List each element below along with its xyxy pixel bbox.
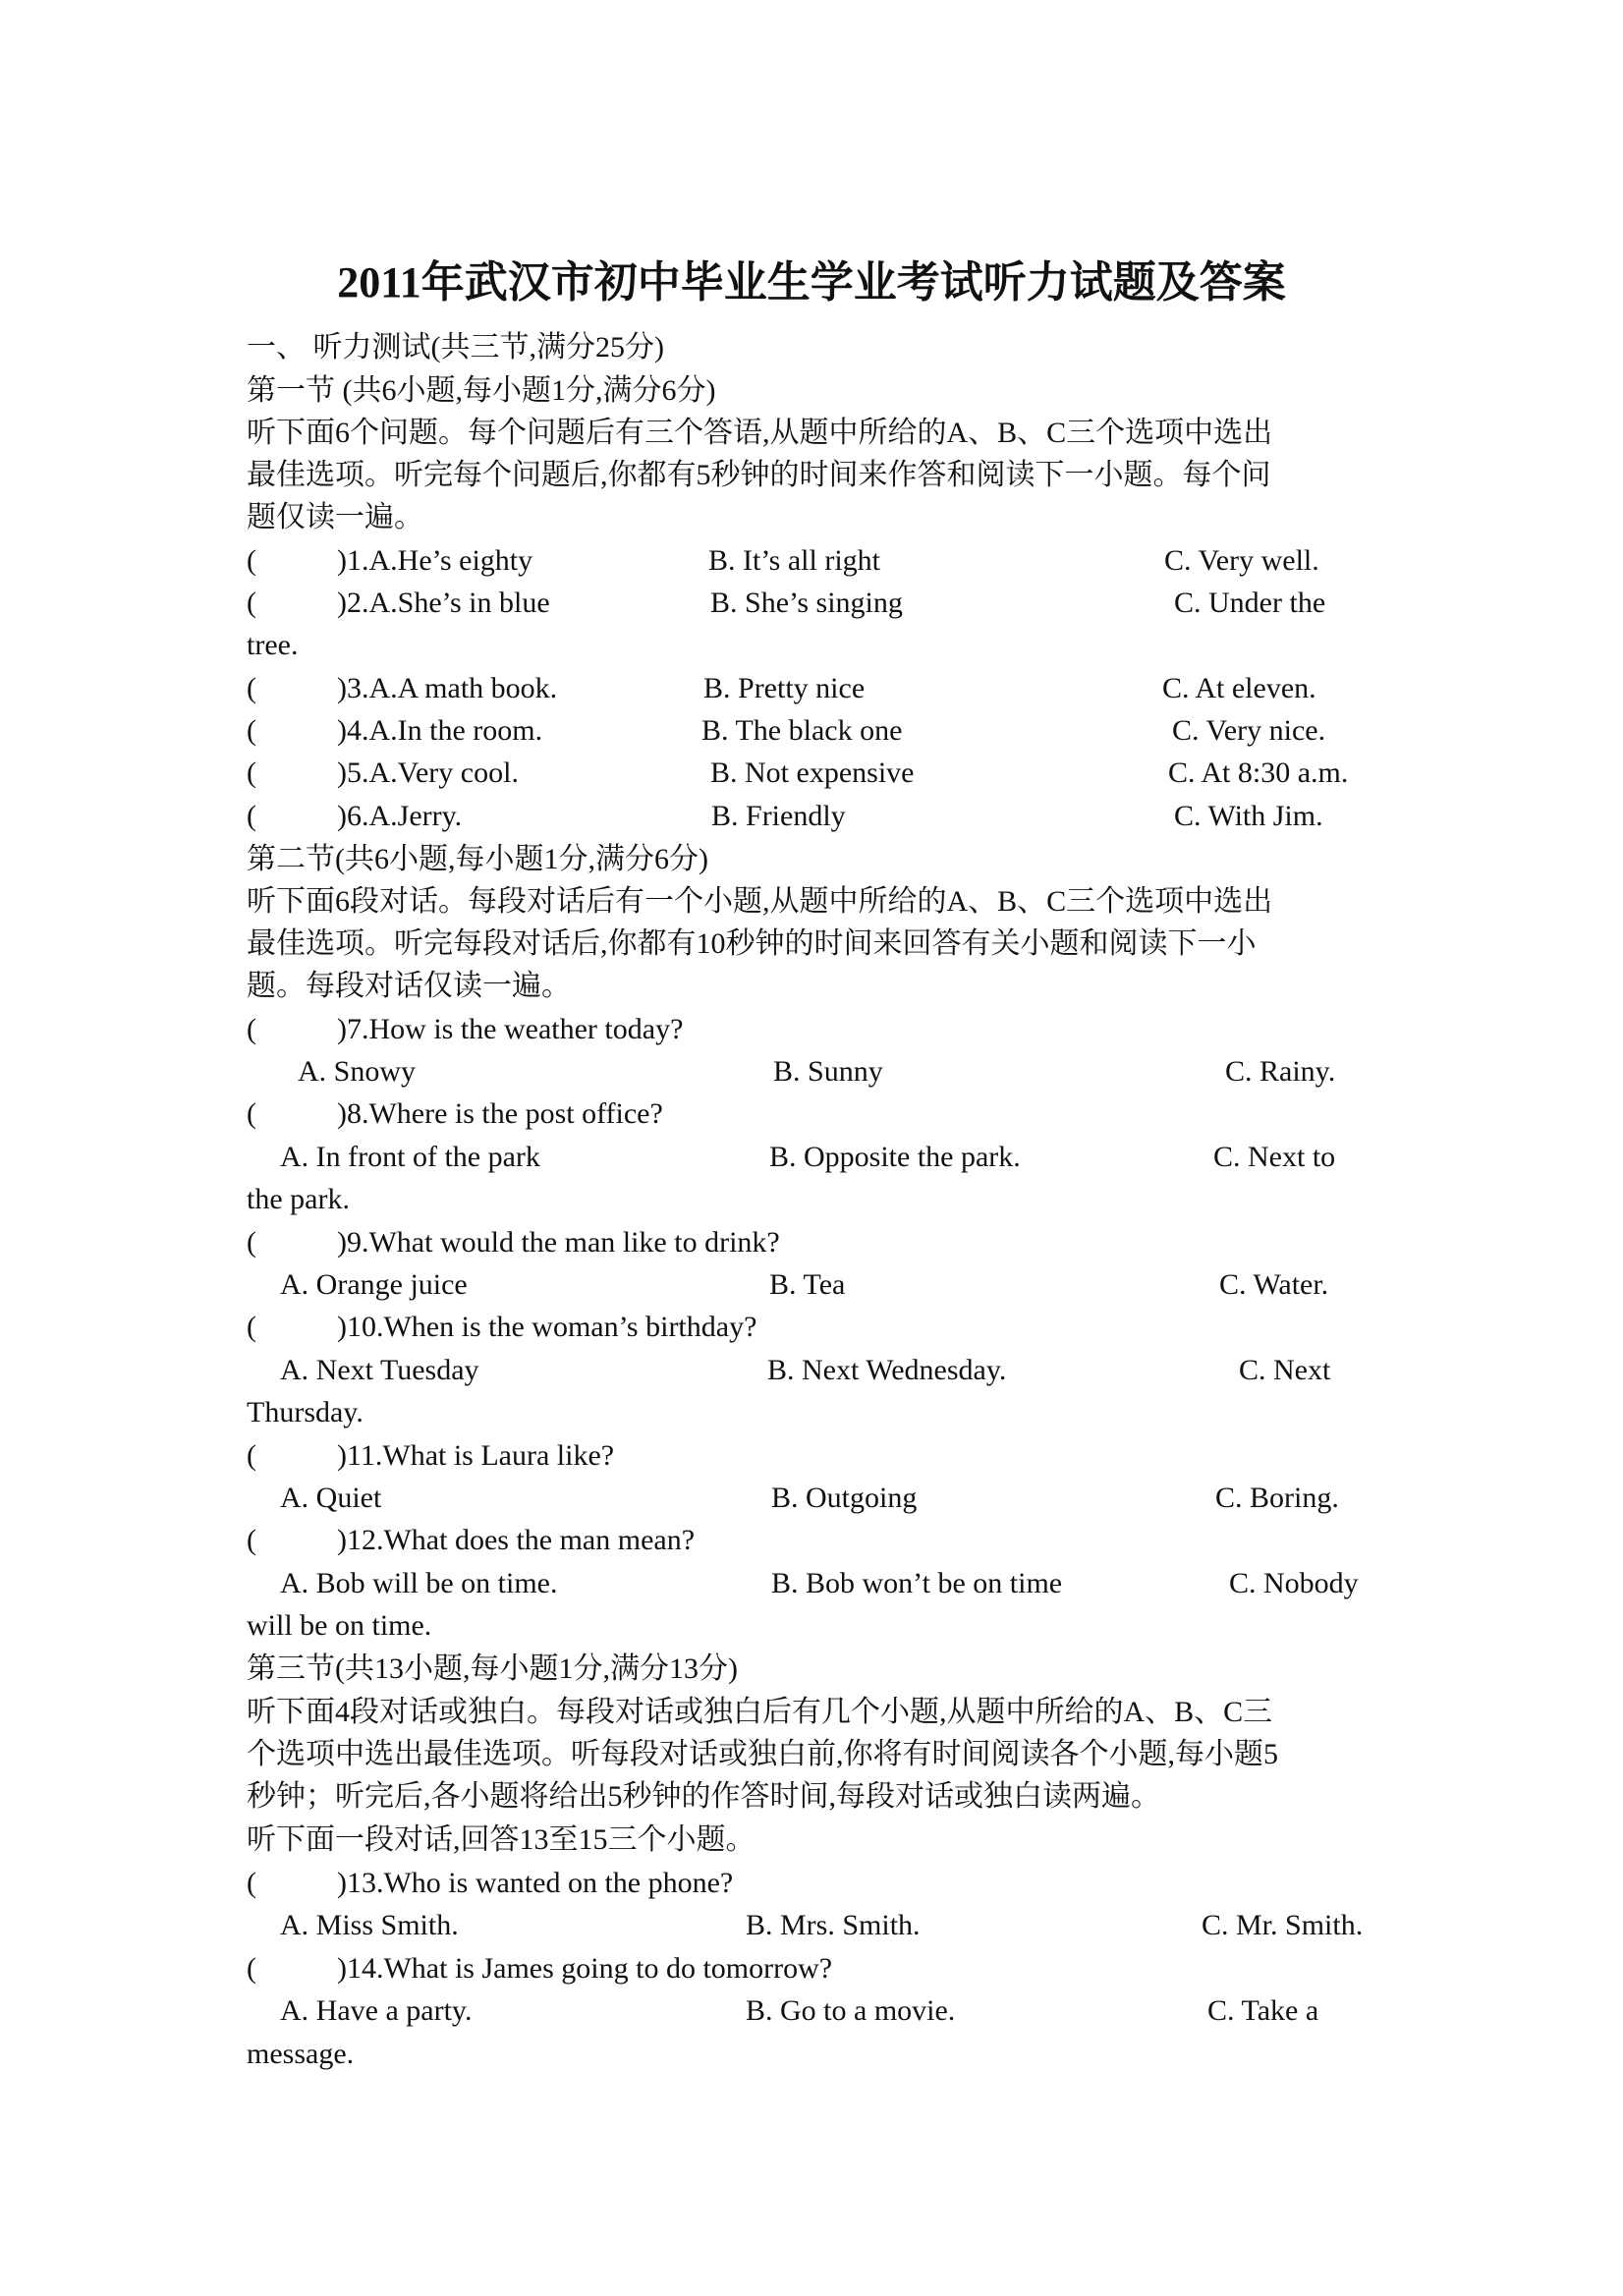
answer-paren: ( <box>247 1013 256 1045</box>
option-c: C. Water. <box>1219 1268 1329 1301</box>
option-a: A. In front of the park <box>280 1141 540 1173</box>
option-c: C. Take a <box>1207 1994 1319 2027</box>
option-b: B. It’s all right <box>708 544 880 577</box>
part2-instruction-line: 听下面6段对话。每段对话后有一个小题,从题中所给的A、B、C三个选项中选出 <box>247 885 1273 918</box>
question-stem: )12.What does the man mean? <box>337 1524 696 1556</box>
option-a: A. Orange juice <box>280 1268 468 1301</box>
option-b: B. Opposite the park. <box>769 1141 1021 1173</box>
question-stem: )9.What would the man like to drink? <box>337 1226 780 1259</box>
option-b: B. Go to a movie. <box>746 1994 956 2027</box>
part3-heading: 第三节(共13小题,每小题1分,满分13分) <box>247 1652 738 1685</box>
question-wrap: message. <box>247 2038 355 2070</box>
option-b: B. Friendly <box>711 800 846 832</box>
part2-heading: 第二节(共6小题,每小题1分,满分6分) <box>247 843 708 875</box>
question-stem: )2.A.She’s in blue <box>337 587 550 619</box>
question-stem: )8.Where is the post office? <box>337 1097 663 1130</box>
option-b: B. Tea <box>769 1268 846 1301</box>
part1-instruction-line: 最佳选项。听完每个问题后,你都有5秒钟的时间来作答和阅读下一小题。每个问 <box>247 459 1271 491</box>
part3-subheading: 听下面一段对话,回答13至15三个小题。 <box>247 1823 756 1856</box>
question-wrap: tree. <box>247 629 299 661</box>
answer-paren: ( <box>247 1952 256 1985</box>
part1-instruction-line: 听下面6个问题。每个问题后有三个答语,从题中所给的A、B、C三个选项中选出 <box>247 417 1273 449</box>
part3-instruction-line: 听下面4段对话或独白。每段对话或独白后有几个小题,从题中所给的A、B、C三 <box>247 1696 1273 1728</box>
section-heading: 一、 听力测试(共三节,满分25分) <box>247 331 664 364</box>
option-c: C. Mr. Smith. <box>1202 1909 1364 1941</box>
question-stem: )14.What is James going to do tomorrow? <box>337 1952 833 1985</box>
option-c: C. With Jim. <box>1174 800 1323 832</box>
question-wrap: will be on time. <box>247 1609 432 1642</box>
question-stem: )5.A.Very cool. <box>337 756 519 789</box>
answer-paren: ( <box>247 714 256 747</box>
question-wrap: the park. <box>247 1183 350 1215</box>
option-b: B. Bob won’t be on time <box>771 1567 1063 1599</box>
question-stem: )11.What is Laura like? <box>337 1439 615 1472</box>
answer-paren: ( <box>247 544 256 577</box>
option-c: C. Rainy. <box>1225 1055 1336 1088</box>
question-stem: )4.A.In the room. <box>337 714 543 747</box>
page-title: 2011年武汉市初中毕业生学业考试听力试题及答案 <box>337 258 1286 307</box>
question-stem: )1.A.He’s eighty <box>337 544 533 577</box>
part1-instruction-line: 题仅读一遍。 <box>247 501 423 533</box>
option-a: A. Have a party. <box>280 1994 473 2027</box>
part2-instruction-line: 最佳选项。听完每段对话后,你都有10秒钟的时间来回答有关小题和阅读下一小 <box>247 927 1257 960</box>
question-stem: )3.A.A math book. <box>337 672 558 704</box>
answer-paren: ( <box>247 1097 256 1130</box>
question-stem: )10.When is the woman’s birthday? <box>337 1311 757 1343</box>
part2-instruction-line: 题。每段对话仅读一遍。 <box>247 970 571 1002</box>
option-b: B. She’s singing <box>710 587 903 619</box>
option-c: C. Next to <box>1213 1141 1336 1173</box>
option-b: B. Outgoing <box>771 1482 918 1514</box>
option-b: B. Next Wednesday. <box>767 1354 1007 1386</box>
option-c: C. Boring. <box>1215 1482 1339 1514</box>
option-c: C. Very nice. <box>1172 714 1326 747</box>
option-b: B. Pretty nice <box>703 672 866 704</box>
answer-paren: ( <box>247 800 256 832</box>
option-a: A. Snowy <box>298 1055 417 1088</box>
option-b: B. The black one <box>701 714 903 747</box>
answer-paren: ( <box>247 756 256 789</box>
option-c: C. At eleven. <box>1162 672 1316 704</box>
part3-instruction-line: 个选项中选出最佳选项。听每段对话或独白前,你将有时间阅读各个小题,每小题5 <box>247 1738 1278 1770</box>
part1-heading: 第一节 (共6小题,每小题1分,满分6分) <box>247 374 716 407</box>
option-a: A. Next Tuesday <box>280 1354 479 1386</box>
option-c: C. Nobody <box>1229 1567 1359 1599</box>
answer-paren: ( <box>247 1226 256 1259</box>
question-wrap: Thursday. <box>247 1396 364 1428</box>
part3-instruction-line: 秒钟；听完后,各小题将给出5秒钟的作答时间,每段对话或独白读两遍。 <box>247 1780 1160 1813</box>
option-c: C. Under the <box>1174 587 1326 619</box>
option-a: A. Quiet <box>280 1482 382 1514</box>
option-b: B. Not expensive <box>710 756 915 789</box>
option-c: C. At 8:30 a.m. <box>1168 756 1349 789</box>
option-b: B. Mrs. Smith. <box>746 1909 921 1941</box>
question-stem: )6.A.Jerry. <box>337 800 463 832</box>
option-c: C. Next <box>1239 1354 1331 1386</box>
option-a: A. Miss Smith. <box>280 1909 459 1941</box>
answer-paren: ( <box>247 587 256 619</box>
answer-paren: ( <box>247 1524 256 1556</box>
question-stem: )13.Who is wanted on the phone? <box>337 1867 734 1899</box>
answer-paren: ( <box>247 1867 256 1899</box>
option-c: C. Very well. <box>1164 544 1319 577</box>
option-b: B. Sunny <box>773 1055 883 1088</box>
answer-paren: ( <box>247 672 256 704</box>
question-stem: )7.How is the weather today? <box>337 1013 684 1045</box>
option-a: A. Bob will be on time. <box>280 1567 558 1599</box>
answer-paren: ( <box>247 1311 256 1343</box>
answer-paren: ( <box>247 1439 256 1472</box>
